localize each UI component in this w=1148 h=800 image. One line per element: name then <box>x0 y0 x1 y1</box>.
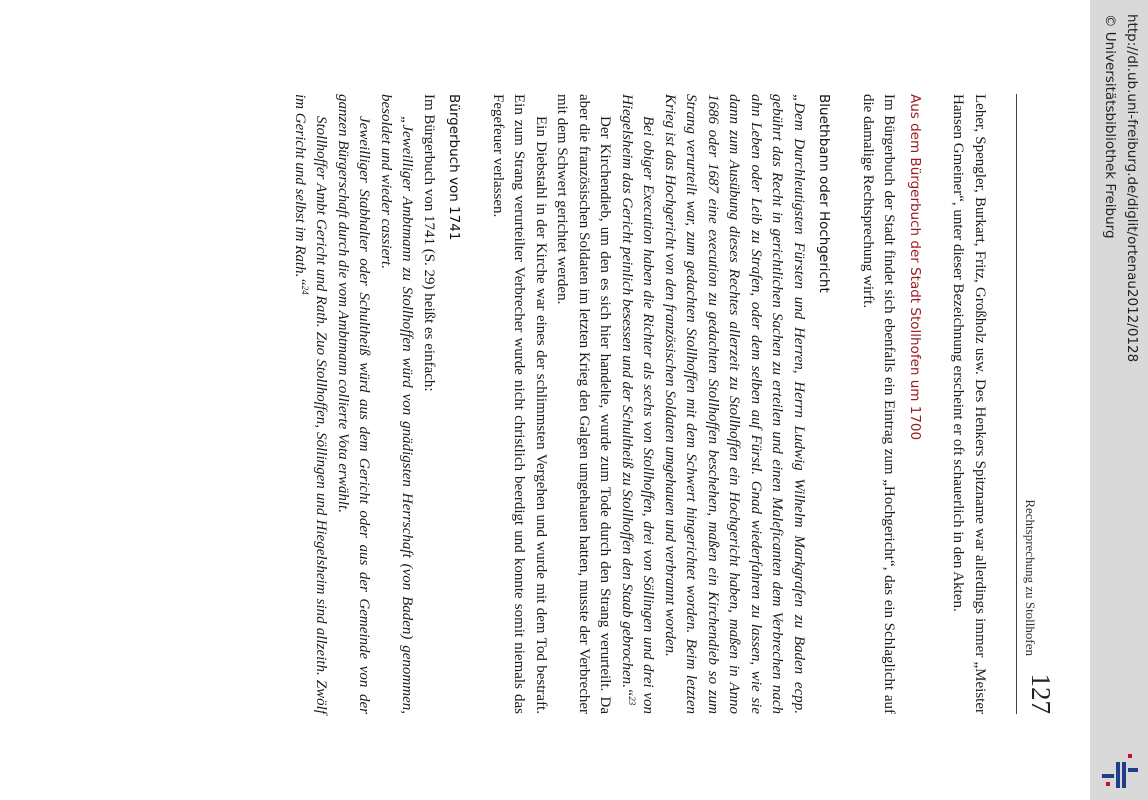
section-heading-bluethbann: Bluethbann oder Hochgericht <box>816 94 833 293</box>
section1-paragraph: Im Bürgerbuch der Stadt findet sich ebenfalls ein Eintrag zum „Hochgericht“, das ein Schlaglicht auf die damalige Rechtsprechung wirft. <box>860 94 898 714</box>
body-paragraph: Der Kirchendieb, um den es sich hier handelte, wurde zum Tode durch den Strang verurteilt. Da aber die französischen Soldaten im letzten Krieg den Galgen umgehauen hatten, musste der Verbrecher mit dem Schwert gerichtet werden. <box>554 94 614 714</box>
quote-text: Stollhoffer Ambt Gericht und Rath. Zuo Stollhoffen, Söllingen und Hiegelsheim sind allzeith. Zwölf im Gericht und selbst im Rath.“ <box>292 94 330 714</box>
source-url[interactable]: http://dl.ub.uni-freiburg.de/diglit/ortenau2012/0128 <box>1124 14 1140 363</box>
body-paragraph: Im Bürgerbuch von 1741 (S. 29) heißt es einfach: <box>421 94 437 392</box>
quote-paragraph: „Jeweilliger Ambtmann zu Stollhoffen würd von gnädigsten Herrschaft (von Baden) genommen, besoldet und wieder cassiert. <box>378 94 416 714</box>
copyright-notice: © Universitätsbibliothek Freiburg <box>1102 14 1118 239</box>
footnote-marker: 23 <box>627 696 637 706</box>
sidebar-rotated-text <box>1090 0 1148 800</box>
body-paragraph: Ein Diebstahl in der Kirche war eines der schlimmsten Vergehen und wurde mit dem Tod bestraft. Ein zum Strang verurteilter Verbrecher wurde nicht christlich beerdigt und konnte somit niemals das Fegefeuer verlassen. <box>490 94 549 714</box>
page-number: 127 <box>1026 673 1056 714</box>
ub-freiburg-logo-icon <box>1098 748 1142 792</box>
quote-text: Bei obiger Execution haben die Richter als sechs von Stollhoffen, drei von Söllingen und drei von Hiegelsheim das Gericht peinlich besessen und der Schultheiß zu Stollhoffen den Staab gebrochen.“ <box>619 94 657 714</box>
quote-paragraph <box>289 94 332 714</box>
section-heading-buergerbuch-1700: Aus dem Bürgerbuch der Stadt Stollhofen um 1700 <box>907 94 923 441</box>
body-text <box>289 94 991 714</box>
footnote-marker: 24 <box>300 285 310 295</box>
intro-paragraph: Leher, Spengler, Burkart, Fritz, Großholz usw. Des Henkers Spitzname war allerdings immer „Meister Hansen Gmeiner“, unter dieser Bezeichnung erscheint er oft schauerlich in den Akten. <box>950 94 988 714</box>
running-title: Rechtsprechung zu Stollhofen <box>1023 499 1038 656</box>
quote-paragraph <box>616 94 659 714</box>
header-rule <box>1016 94 1017 714</box>
viewer-sidebar <box>1090 0 1148 800</box>
quote-paragraph: „Dem Durchleutigsten Fürsten und Herren, Herrn Ludwig Wilhelm Markgrafen zu Baden ecpp. gebührt das Recht in gerichtlichen Sachen zu erteilen und einen Maleficanten dem Verbrechen nach ahn Leben oder Leib zu Strafen, oder dem selben auf Fürstl. Gnad wiederfahren zu lassen, wie sie dann zum Ausübung dieses Rechtes allerzeit zu Stollhoffen ein Hochgericht haben, maßen in Anno 1686 oder 1687 eine execution zu gedachten Stollhoffen beschehen, maßen ein Kirchendieb so zum Strang verurteilt war, zum gedachten Stollhoffen mit dem Schwert hingerichtet worden. Beim letzten Krieg ist das Hochgericht von den französischen Soldaten umgehauen und verbrannt worden. <box>662 94 807 714</box>
page-header <box>1008 94 1078 714</box>
quote-paragraph: Jeweilliger Stabhalter oder Schultheiß würd aus dem Gericht oder aus der Gemeinde von der ganzen Bürgerschaft durch die vom Ambtmann collierte Vota erwählt. <box>335 94 373 714</box>
section-heading-buergerbuch-1741: Bürgerbuch von 1741 <box>446 94 463 241</box>
